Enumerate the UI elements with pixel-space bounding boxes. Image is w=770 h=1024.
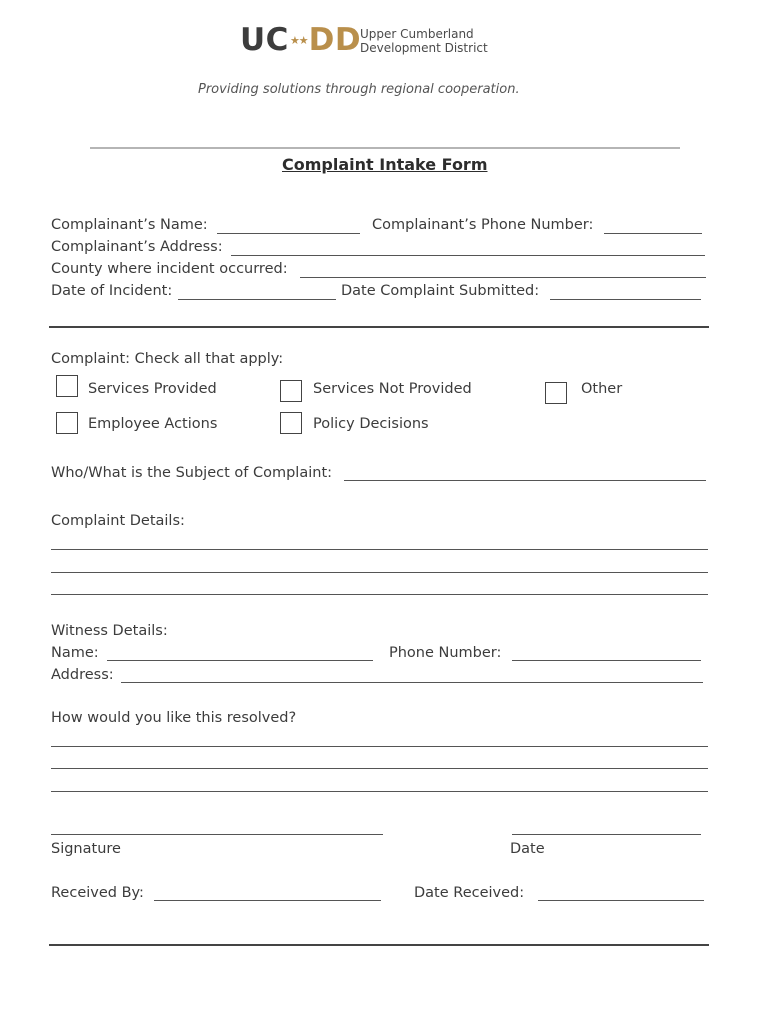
header-divider <box>90 147 680 149</box>
details-line-1[interactable] <box>51 549 708 550</box>
tagline: Providing solutions through regional cooperation. <box>198 82 520 97</box>
resolve-line-1[interactable] <box>51 746 708 747</box>
checkbox-services-not-provided[interactable] <box>280 380 302 402</box>
witness-address-label: Address: <box>51 667 114 683</box>
witness-name-label: Name: <box>51 645 99 661</box>
received-by-field[interactable] <box>154 900 381 901</box>
checkbox-services-provided[interactable] <box>56 375 78 397</box>
checkbox-label-services-provided: Services Provided <box>88 381 217 397</box>
org-name-line2: Development District <box>360 41 488 55</box>
witness-address-field[interactable] <box>121 682 703 683</box>
address-field[interactable] <box>231 255 705 256</box>
logo <box>240 22 361 58</box>
witness-name-field[interactable] <box>107 660 373 661</box>
checkbox-label-services-not-provided: Services Not Provided <box>313 381 472 397</box>
details-line-3[interactable] <box>51 594 708 595</box>
signature-field[interactable] <box>51 834 383 835</box>
org-name-line1: Upper Cumberland <box>360 27 474 41</box>
date-submitted-label: Date Complaint Submitted: <box>341 283 540 299</box>
phone-label: Complainant’s Phone Number: <box>372 217 594 233</box>
name-field[interactable] <box>217 233 360 234</box>
date-incident-label: Date of Incident: <box>51 283 173 299</box>
checkbox-label-employee-actions: Employee Actions <box>88 416 218 432</box>
resolve-line-2[interactable] <box>51 768 708 769</box>
county-label: County where incident occurred: <box>51 261 288 277</box>
signature-label: Signature <box>51 841 121 857</box>
resolve-line-3[interactable] <box>51 791 708 792</box>
date-incident-field[interactable] <box>178 299 336 300</box>
logo-dd: DD <box>308 22 362 58</box>
date-submitted-field[interactable] <box>550 299 701 300</box>
subject-label: Who/What is the Subject of Complaint: <box>51 465 333 481</box>
witness-phone-field[interactable] <box>512 660 701 661</box>
date-received-field[interactable] <box>538 900 704 901</box>
address-label: Complainant’s Address: <box>51 239 223 255</box>
phone-field[interactable] <box>604 233 702 234</box>
details-line-2[interactable] <box>51 572 708 573</box>
org-name <box>360 27 488 55</box>
footer-divider <box>49 944 709 946</box>
date-field[interactable] <box>512 834 701 835</box>
checkbox-label-other: Other <box>581 381 623 397</box>
checkbox-label-policy-decisions: Policy Decisions <box>313 416 429 432</box>
received-by-label: Received By: <box>51 885 144 901</box>
star-icon: ★★ <box>289 34 308 47</box>
form-title: Complaint Intake Form <box>282 155 488 174</box>
checkbox-policy-decisions[interactable] <box>280 412 302 434</box>
witness-phone-label: Phone Number: <box>389 645 502 661</box>
check-label: Complaint: Check all that apply: <box>51 351 284 367</box>
date-received-label: Date Received: <box>414 885 525 901</box>
details-label: Complaint Details: <box>51 513 185 529</box>
checkbox-other[interactable] <box>545 382 567 404</box>
logo-uc: UC <box>240 22 289 58</box>
county-field[interactable] <box>300 277 706 278</box>
resolve-label: How would you like this resolved? <box>51 710 297 726</box>
checkbox-employee-actions[interactable] <box>56 412 78 434</box>
witness-label: Witness Details: <box>51 623 168 639</box>
section-divider <box>49 326 709 328</box>
subject-field[interactable] <box>344 480 706 481</box>
date-label: Date <box>510 841 545 857</box>
name-label: Complainant’s Name: <box>51 217 208 233</box>
